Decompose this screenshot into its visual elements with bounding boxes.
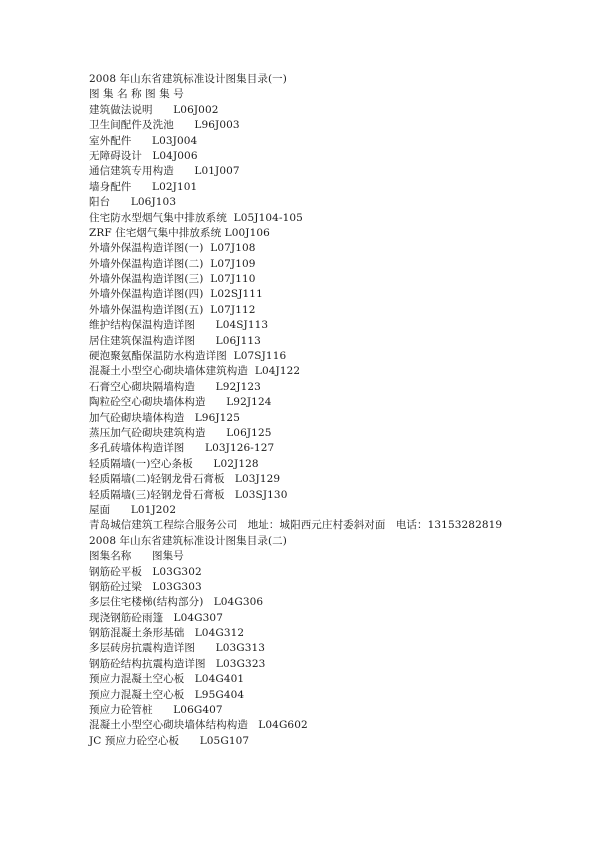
catalog-line: 轻质隔墙(一)空心条板 L02J128 — [89, 457, 259, 470]
catalog-line: 居住建筑保温构造详图 L06J113 — [89, 334, 261, 347]
catalog-line: 钢筋砼结构抗震构造详图 L03G323 — [89, 657, 266, 670]
catalog-text — [89, 72, 502, 749]
catalog-line: 维护结构保温构造详图 L04SJ113 — [89, 319, 269, 332]
catalog-line: 现浇钢筋砼雨篷 L04G307 — [89, 611, 223, 624]
catalog-line: 混凝土小型空心砌块墙体建筑构造 L04J122 — [89, 365, 301, 378]
catalog-line: 蒸压加气砼砌块建筑构造 L06J125 — [89, 426, 272, 439]
catalog-line: 通信建筑专用构造 L01J007 — [89, 165, 240, 178]
catalog-line: 预应力混凝土空心板 L04G401 — [89, 673, 245, 686]
catalog-line: 外墙外保温构造详图(三) L07J110 — [89, 273, 256, 286]
catalog-line: 硬泡聚氨酯保温防水构造详图 L07SJ116 — [89, 350, 287, 363]
catalog-line: 卫生间配件及洗池 L96J003 — [89, 119, 240, 132]
catalog-line: 轻质隔墙(二)轻钢龙骨石膏板 L03J129 — [89, 473, 281, 486]
catalog-line: 石膏空心砌块隔墙构造 L92J123 — [89, 380, 261, 393]
catalog-header-1: 图 集 名 称 图 集 号 — [89, 88, 184, 101]
catalog-line: JC 预应力砼空心板 L05G107 — [89, 734, 250, 747]
catalog-line: 墙身配件 L02J101 — [89, 180, 198, 193]
catalog-line: 预应力砼管桩 L06G407 — [89, 704, 223, 717]
catalog-line: ZRF 住宅烟气集中排放系统 L00J106 — [89, 226, 270, 239]
catalog-line: 室外配件 L03J004 — [89, 134, 198, 147]
catalog-title-2: 2008 年山东省建筑标准设计图集目录(二) — [89, 534, 287, 547]
catalog-line: 外墙外保温构造详图(二) L07J109 — [89, 257, 256, 270]
catalog-line: 无障碍设计 L04J006 — [89, 149, 198, 162]
catalog-line: 多孔砖墙体构造详图 L03J126-127 — [89, 442, 275, 455]
catalog-line: 陶粒砼空心砌块墙体构造 L92J124 — [89, 396, 272, 409]
catalog-line: 屋面 L01J202 — [89, 503, 177, 516]
catalog-line: 预应力混凝土空心板 L95G404 — [89, 688, 245, 701]
catalog-line: 多层砖房抗震构造详图 L03G313 — [89, 642, 266, 655]
catalog-line: 多层住宅楼梯(结构部分) L04G306 — [89, 596, 264, 609]
catalog-line: 外墙外保温构造详图(五) L07J112 — [89, 303, 256, 316]
catalog-line: 阳台 L06J103 — [89, 196, 177, 209]
company-contact-line: 青岛城信建筑工程综合服务公司 地址：城阳西元庄村委斜对面 电话：13153282819 — [89, 519, 503, 532]
catalog-line: 外墙外保温构造详图(一) L07J108 — [89, 242, 256, 255]
catalog-line: 钢筋砼平板 L03G302 — [89, 565, 202, 578]
catalog-line: 建筑做法说明 L06J002 — [89, 103, 219, 116]
catalog-header-2: 图集名称 图集号 — [89, 550, 184, 563]
catalog-line: 加气砼砌块墙体构造 L96J125 — [89, 411, 240, 424]
catalog-line: 混凝土小型空心砌块墙体结构构造 L04G602 — [89, 719, 308, 732]
catalog-title-1: 2008 年山东省建筑标准设计图集目录(一) — [89, 73, 287, 85]
catalog-line: 钢筋混凝土条形基础 L04G312 — [89, 627, 245, 640]
catalog-line: 住宅防水型烟气集中排放系统 L05J104-105 — [89, 211, 303, 224]
catalog-line: 轻质隔墙(三)轻钢龙骨石膏板 L03SJ130 — [89, 488, 288, 501]
catalog-line: 钢筋砼过梁 L03G303 — [89, 580, 202, 593]
catalog-line: 外墙外保温构造详图(四) L02SJ111 — [89, 288, 263, 301]
